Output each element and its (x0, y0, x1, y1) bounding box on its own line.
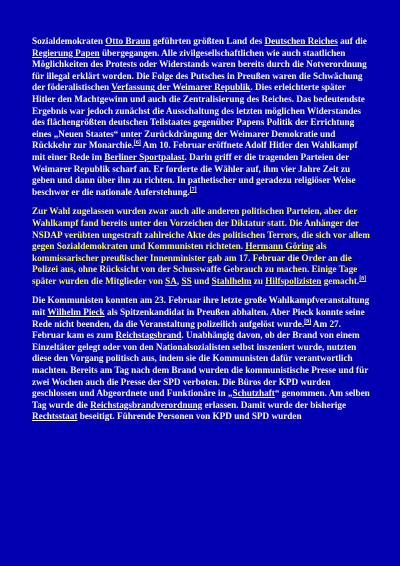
text-run: Am 27. Februar kam es zum (32, 318, 341, 341)
text-run: und (191, 275, 212, 286)
text-run: Sozialdemokraten (32, 36, 106, 46)
article-paragraph (32, 36, 370, 198)
wiki-link[interactable]: Regierung Papen (32, 47, 100, 58)
text-run: Zur Wahl zugelassen wurden zwar auch alle anderen politischen Parteien, aber der Wahlkampf fand bereits unter den Vorzeichen der Diktatur statt. Die Anhänger der NSDAP verübten ungestraft zahlreiche Akte des politischen Terrors, die sich vor allem gegen Sozialdemokraten und Kommunisten richteten. (32, 206, 370, 252)
wiki-link[interactable]: Deutschen Reiches (264, 36, 338, 46)
text-run: als kommissarischer preußischer Innenminister gab am 17. Februar die Order an die Polizei aus, ohne Rücksicht von der Schusswaffe Gebrauch zu machen. Einige Tage später wurden die Mitglieder von (32, 241, 358, 286)
wiki-link[interactable]: Schutzhaft (232, 388, 275, 399)
wiki-link[interactable]: Berliner Sportpalast (104, 151, 185, 162)
text-run: , (176, 275, 182, 286)
wiki-link[interactable]: Hermann Göring (245, 241, 314, 252)
text-run: erlassen. Damit wurde der bisherige (202, 399, 347, 410)
wiki-link[interactable]: Wilhelm Pieck (47, 307, 105, 318)
footnote-reference-link[interactable]: [8] (359, 275, 367, 282)
wiki-link[interactable]: Hilfspolizisten (265, 275, 322, 286)
text-run: gemacht. (321, 275, 360, 286)
wiki-link[interactable]: Rechtsstaat (32, 411, 78, 422)
text-run: . Dies erleichterte später Hitler den Machtgewinn und auch die Zentralisierung des Reiches. Das bedeutendste Ergebnis war jedoch zunächst die Ausschaltung des letzten möglichen Widerstandes des flächengrößten deutschen Teilstaates gegenüber Papens Politik der Errichtung eines „Neuen Staates“ unter Zurückdrängung der Weimarer Demokratie und Rückkehr zur Monarchie. (32, 82, 365, 151)
article-paragraph (32, 206, 370, 287)
wiki-link[interactable]: Stahlhelm (211, 275, 252, 286)
text-run: Die Kommunisten konnten am 23. Februar ihre letzte große Wahlkampfveranstaltung mit (32, 295, 370, 318)
footnote-reference-link[interactable]: [9] (304, 318, 312, 325)
text-run: “ genommen. Am selben Tag wurde die (32, 388, 370, 410)
footnote-reference-link[interactable]: [6] (133, 140, 141, 147)
text-run: beseitigt. Führende Personen von KPD und SPD wurden (77, 411, 302, 422)
wiki-link[interactable]: Reichstagsbrand (115, 330, 182, 341)
text-run: Am 10. Februar eröffnete Adolf Hitler den Wahlkampf mit einer Rede im (32, 140, 358, 162)
text-run: zu (251, 275, 266, 286)
text-run: auf die (337, 36, 367, 46)
wiki-link[interactable]: Otto Braun (105, 36, 151, 46)
wiki-link[interactable]: Reichstagsbrandverordnung (90, 399, 203, 410)
wiki-link[interactable]: SA (165, 275, 177, 286)
text-run: als Spitzenkandidat in Preußen abhalten. Aber Pieck konnte seine Rede nicht beenden, da die Veranstaltung polizeilich aufgelöst wurde. (32, 307, 365, 329)
wiki-link[interactable]: Verfassung der Weimarer Republik (111, 82, 251, 93)
footnote-reference-link[interactable]: [7] (189, 186, 197, 193)
article-paragraph (32, 295, 370, 423)
text-run: . Darin griff er die tragenden Parteien der Weimarer Republik scharf an. Er forderte die Wähler auf, ihm vier Jahre Zeit zu geben und dann über ihn zu richten. In pathetischer und geradezu religiöser Weise beschwor er die nationale Auferstehung. (32, 151, 356, 197)
text-run: geführten größten Land des (150, 36, 265, 46)
text-run: übergegangen. Alle zivilgesellschaftlichen wie auch staatlichen Möglichkeiten des Protests oder Widerstands waren bereits durch die Notverordnung für illegal erklärt worden. Die Folge des Putsches in Preußen waren die Schwächung der föderalistischen (32, 47, 367, 93)
wiki-link[interactable]: SS (181, 275, 192, 286)
text-run: . Unabhängig davon, ob der Brand von einem Einzeltäter gelegt oder von den Nationalsozialisten selbst inszeniert wurde, nutzten diese den Vorgang politisch aus, indem sie die Kommunisten dafür verantwortlich machten. Bereits am Tag nach dem Brand wurden die kommunistische Presse und für zwei Wochen auch die Presse der SPD verboten. Die Büros der KPD wurden geschlossen und Abgeordnete und Funktionäre in „ (32, 330, 369, 399)
